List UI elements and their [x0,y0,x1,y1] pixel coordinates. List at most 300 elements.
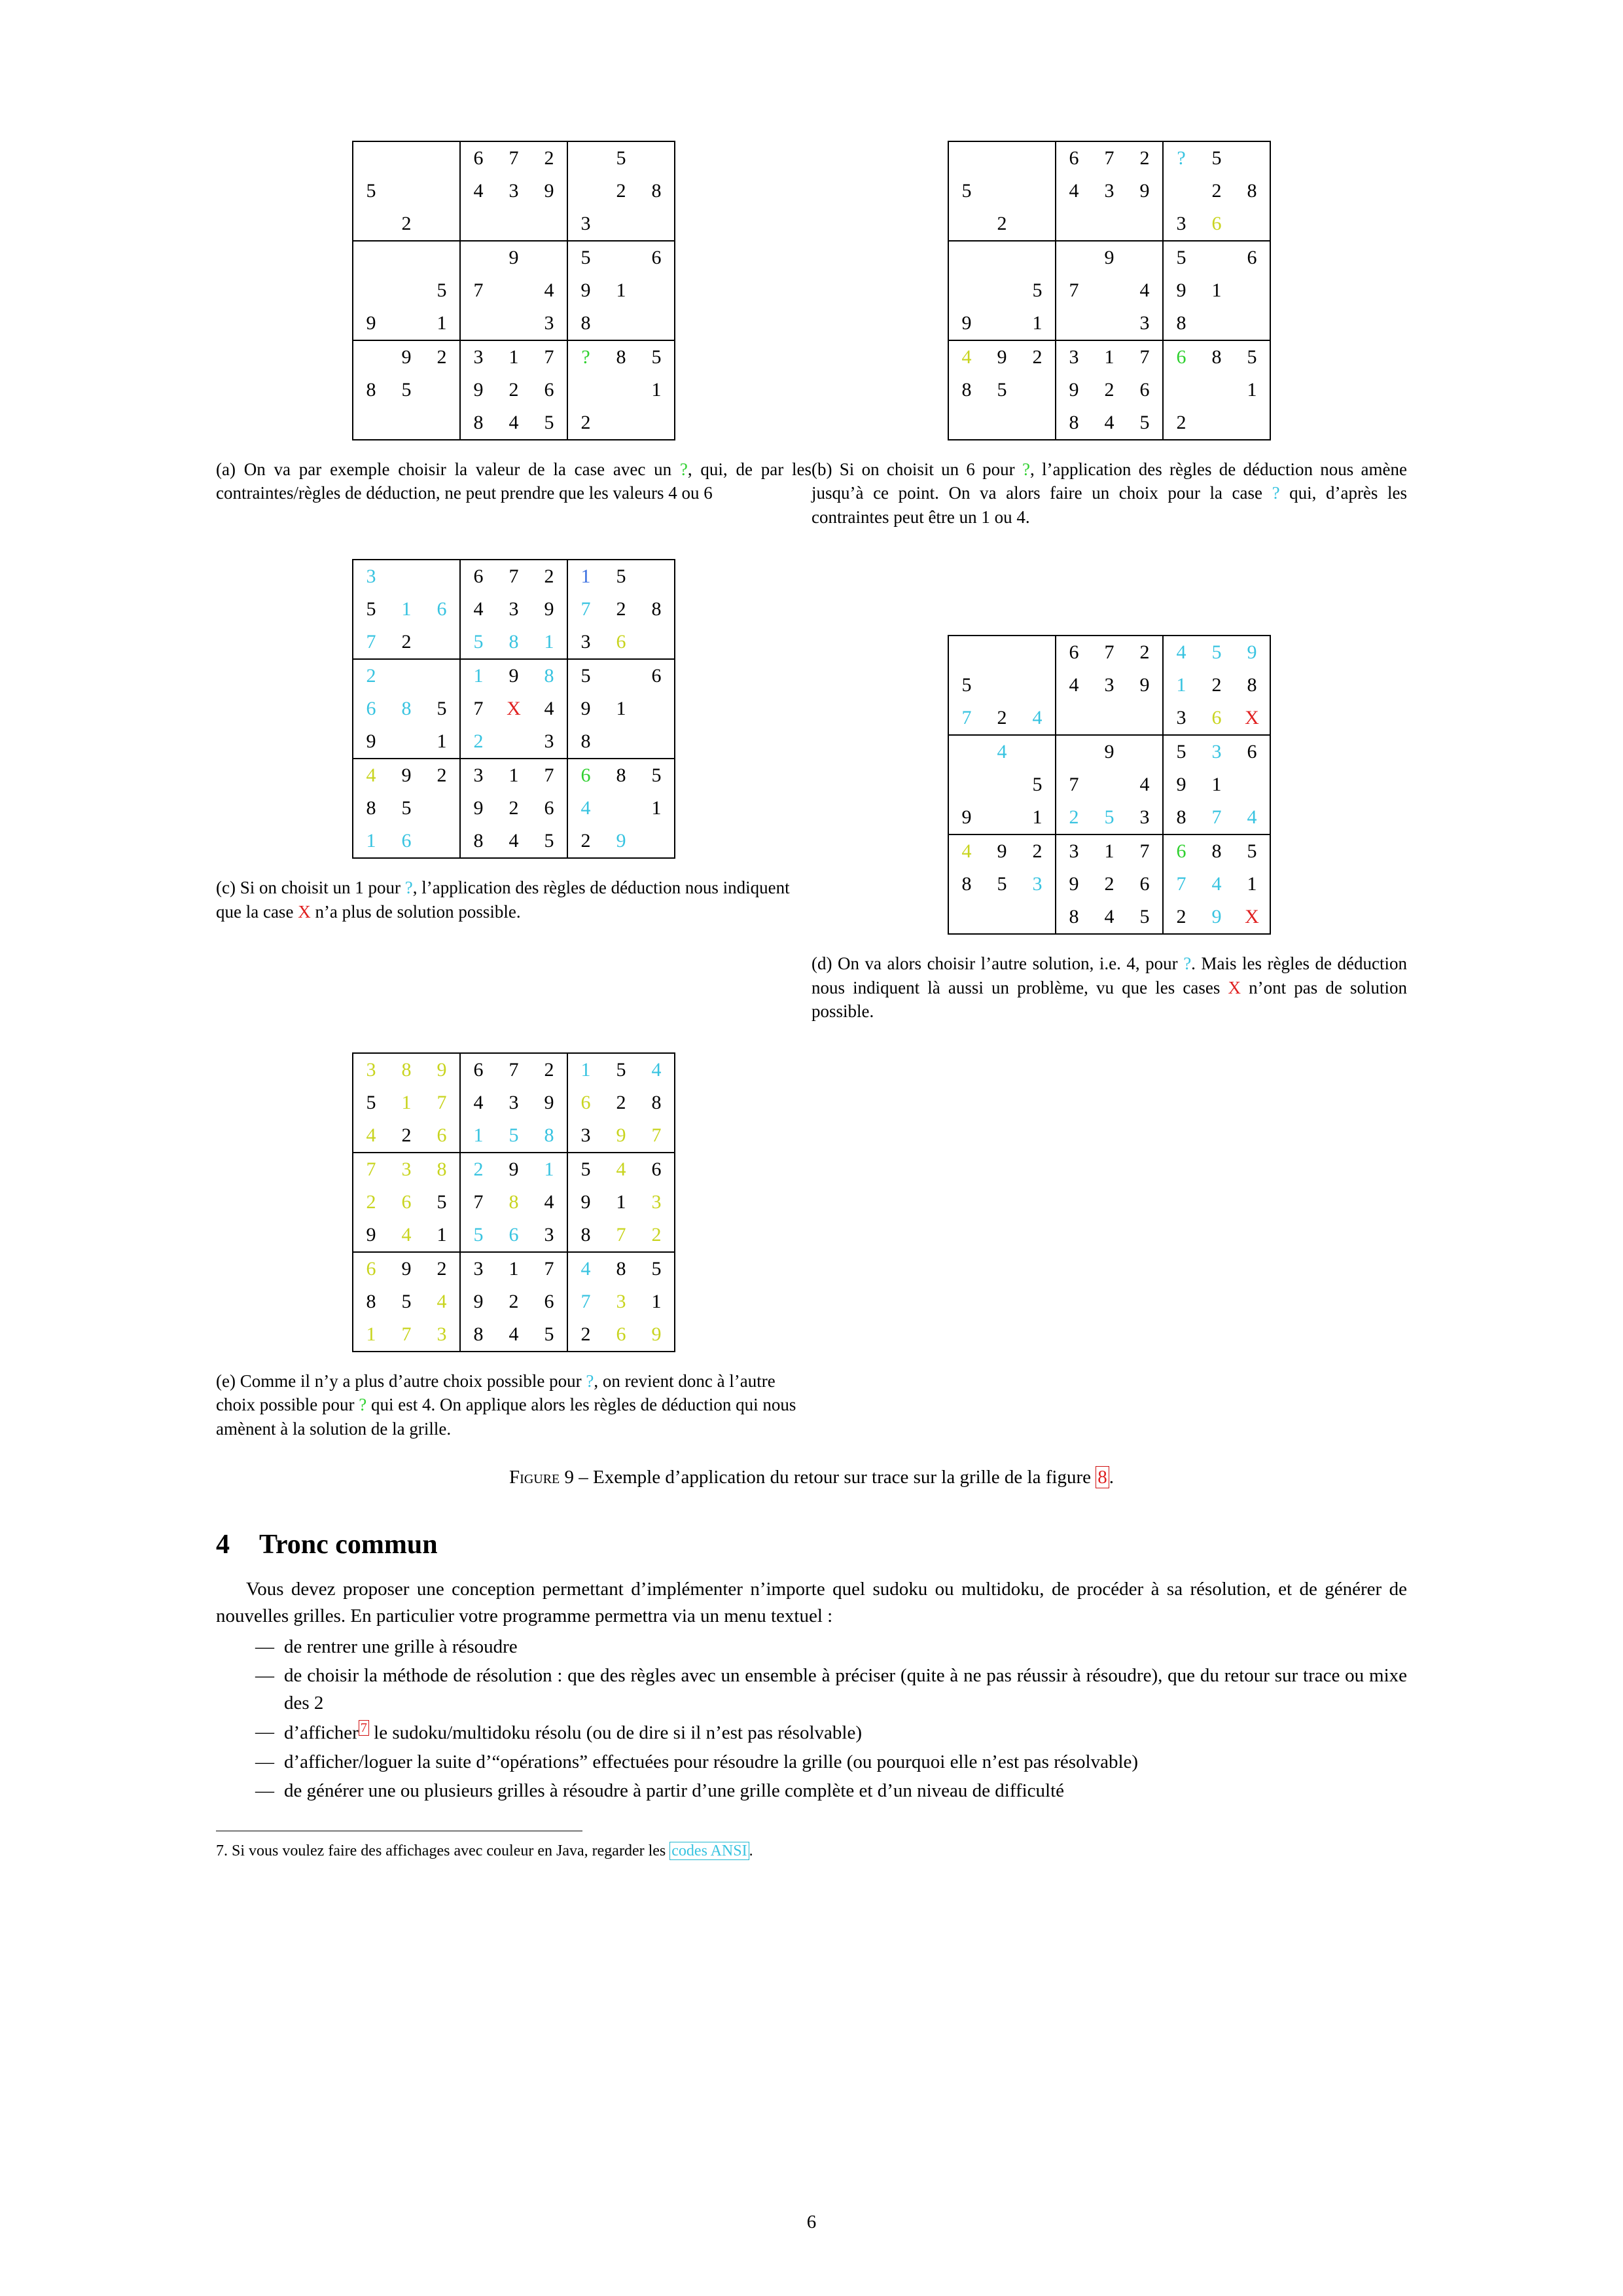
sudoku-cell: 5 [997,379,1007,401]
sudoku-cell: 9 [544,1091,554,1113]
sudoku-cell: 5 [544,830,554,852]
sudoku-cell: 5 [401,379,412,401]
sudoku-cell: 6 [544,797,554,819]
sudoku-cell: 9 [496,241,531,274]
sudoku-cell: 6 [1234,735,1270,768]
sudoku-cell [639,274,675,307]
sudoku-grid [948,141,1271,440]
sudoku-cell: 4 [567,1252,603,1285]
caption-fragment: (b) Si on choisit un 6 pour [812,459,1022,479]
sudoku-cell: 5 [616,1058,626,1081]
sudoku-cell [1056,702,1092,735]
sudoku-cell [1127,702,1163,735]
sudoku-cell: 9 [567,692,603,725]
sudoku-cell: 3 [460,340,496,374]
sudoku-cell: 9 [366,730,376,753]
sudoku-cell [496,725,531,759]
sudoku-cell: 9 [616,830,626,852]
sudoku-cell: 5 [366,1091,376,1113]
sudoku-cell: 2 [401,1124,412,1146]
sudoku-cell [603,307,639,340]
sudoku-cell: 3 [1163,207,1199,241]
sudoku-row [948,868,1270,901]
sudoku-cell: 4 [460,175,496,207]
figure-row-ab [216,141,1407,529]
sudoku-cell [1234,768,1270,801]
sudoku-cell: 9 [389,1252,424,1285]
sudoku-cell: 6 [616,631,626,653]
figure-caption-period: . [1109,1466,1114,1488]
sudoku-cell [389,274,424,307]
subfigure-a [216,141,812,505]
sudoku-cell: 3 [389,1153,424,1186]
sudoku-cell [639,725,675,759]
sudoku-cell [424,659,460,692]
sudoku-cell [1020,636,1056,669]
sudoku-cell: 1 [1211,774,1222,796]
sudoku-cell: 3 [460,759,496,792]
sudoku-cell: 4 [1211,873,1222,895]
sudoku-cell: 1 [1163,669,1199,702]
sudoku-cell: 9 [1211,906,1222,928]
figure-reference-link[interactable]: 8 [1096,1466,1109,1488]
sudoku-cell [567,141,603,175]
subfigure-d [812,559,1407,1023]
sudoku-cell [1092,702,1127,735]
sudoku-cell: 6 [567,1086,603,1119]
sudoku-cell: 1 [460,1119,496,1153]
caption-fragment: qui est 4. On applique alors les règles de déduction qui nous amènent à la solution de la grille. [216,1395,796,1439]
sudoku-cell [424,374,460,406]
sudoku-cell: 3 [567,626,603,659]
section-number: 4 [216,1529,230,1560]
caption-fragment: ? [359,1395,367,1415]
sudoku-cell: 2 [424,1252,460,1285]
sudoku-cell [1127,207,1163,241]
sudoku-cell [1020,735,1056,768]
sudoku-cell: 8 [961,873,972,895]
sudoku-cell [1163,374,1199,406]
sudoku-row [948,406,1270,440]
footnote-number: 7. [216,1842,228,1859]
sudoku-cell: 3 [437,1323,447,1345]
sudoku-row [948,241,1270,274]
sudoku-cell [1020,141,1056,175]
sudoku-cell [639,560,675,593]
list-dash: — [255,1751,274,1772]
sudoku-cell: 3 [508,598,519,620]
sudoku-cell [948,141,984,175]
sudoku-cell: 2 [460,1153,496,1186]
sudoku-cell: 8 [508,631,519,653]
list-dash: — [255,1721,274,1742]
sudoku-cell [353,406,389,440]
sudoku-cell: 3 [616,1290,626,1312]
sudoku-cell: 7 [1127,340,1163,374]
sudoku-cell: 1 [567,560,603,593]
sudoku-row [353,1086,675,1119]
subfigure-e [216,1052,812,1441]
sudoku-cell [948,207,984,241]
sudoku-row [353,792,675,825]
sudoku-cell: 6 [1056,636,1092,669]
sudoku-cell: 2 [1020,340,1056,374]
sudoku-cell: 1 [567,1053,603,1086]
sudoku-cell [984,175,1020,207]
sudoku-cell: 8 [1247,674,1257,696]
sudoku-cell: 2 [1104,379,1115,401]
sudoku-cell: 5 [1211,641,1222,664]
sudoku-cell: 6 [460,1053,496,1086]
sudoku-cell: 4 [353,759,389,792]
sudoku-grid-e [216,1052,812,1352]
sudoku-cell: 9 [616,1124,626,1146]
sudoku-cell: 9 [544,598,554,620]
sudoku-cell: 7 [531,1252,567,1285]
sudoku-cell [948,406,984,440]
sudoku-cell: 9 [567,1186,603,1219]
figure-row-cd [216,559,1407,1023]
sudoku-cell: 3 [1104,180,1115,202]
list-item-text: de générer une ou plusieurs grilles à résoudre à partir d’une grille complète et d’un niveau de difficulté [284,1780,1065,1801]
sudoku-row [948,834,1270,868]
sudoku-cell: 2 [1056,801,1092,834]
sudoku-cell: 3 [1199,735,1234,768]
sudoku-cell [460,307,496,340]
sudoku-cell: 9 [389,759,424,792]
sudoku-cell: 7 [531,759,567,792]
subfigure-a-caption [216,457,812,505]
sudoku-cell: 1 [1032,806,1043,829]
sudoku-grid [352,141,675,440]
sudoku-cell: 4 [544,279,554,301]
sudoku-cell: 8 [651,1091,662,1113]
sudoku-cell: 7 [567,1285,603,1318]
sudoku-row [353,1285,675,1318]
sudoku-cell: 2 [508,379,519,401]
sudoku-cell: 1 [1247,873,1257,895]
sudoku-cell: 4 [1032,707,1043,729]
sudoku-cell: 5 [544,412,554,433]
subfigure-e-caption [216,1369,812,1441]
caption-fragment: X [1228,977,1241,997]
sudoku-row [353,141,675,175]
sudoku-cell: 3 [1139,312,1150,334]
sudoku-cell: 8 [1199,834,1234,868]
sudoku-cell: 8 [401,1058,412,1081]
sudoku-cell [460,241,496,274]
sudoku-cell: 5 [1211,147,1222,169]
sudoku-cell: 4 [1139,279,1150,301]
sudoku-cell: 8 [508,1191,519,1213]
sudoku-row [948,901,1270,934]
sudoku-cell: 6 [1234,241,1270,274]
sudoku-cell [1020,669,1056,702]
sudoku-cell: 5 [437,698,447,720]
sudoku-cell: 8 [567,307,603,340]
sudoku-cell: 3 [366,1058,376,1081]
sudoku-cell: 4 [366,1124,376,1146]
footnote-text-pre: Si vous voulez faire des affichages avec couleur en Java, regarder les [228,1842,670,1859]
sudoku-cell [1234,141,1270,175]
sudoku-cell: 9 [460,792,496,825]
sudoku-cell: 3 [544,1223,554,1246]
sudoku-cell [1020,406,1056,440]
caption-fragment: (c) Si on choisit un 1 pour [216,878,405,898]
sudoku-cell [603,659,639,692]
sudoku-cell [1234,207,1270,241]
sudoku-cell: 8 [603,1252,639,1285]
sudoku-row [948,702,1270,735]
sudoku-cell: 7 [567,593,603,626]
sudoku-cell: 4 [508,830,519,852]
sudoku-cell [389,560,424,593]
sudoku-row [353,241,675,274]
sudoku-cell: 1 [1032,312,1043,334]
sudoku-cell: 6 [544,1290,554,1312]
caption-fragment: ? [1272,483,1280,503]
sudoku-cell [1199,307,1234,340]
sudoku-cell: 4 [437,1290,447,1312]
sudoku-row [353,1053,675,1086]
sudoku-cell: 8 [567,1219,603,1252]
sudoku-cell: 1 [437,1223,447,1246]
sudoku-cell [389,241,424,274]
sudoku-cell: 6 [544,379,554,401]
sudoku-cell [353,141,389,175]
caption-fragment: ? [1183,954,1192,974]
sudoku-cell: 5 [567,1153,603,1186]
sudoku-cell: 5 [639,759,675,792]
sudoku-cell: 9 [1139,180,1150,202]
sudoku-cell: 5 [366,180,376,202]
sudoku-cell [353,274,389,307]
sudoku-cell: 9 [1056,374,1092,406]
sudoku-cell [639,207,675,241]
sudoku-cell: 3 [651,1191,662,1213]
sudoku-cell: 2 [1163,406,1199,440]
caption-fragment: , on revient donc à l’autre choix possible pour [216,1371,776,1415]
caption-fragment: ? [1022,459,1030,479]
sudoku-cell: 1 [616,698,626,720]
sudoku-cell: 7 [1211,806,1222,829]
caption-fragment: n’ont pas de solution possible. [812,977,1407,1022]
sudoku-cell: 4 [401,1223,412,1246]
sudoku-cell: 9 [460,374,496,406]
sudoku-cell [984,406,1020,440]
sudoku-cell: 4 [1104,412,1115,433]
sudoku-cell [567,374,603,406]
sudoku-grid [352,559,675,859]
sudoku-cell [603,374,639,406]
sudoku-row [353,1252,675,1285]
sudoku-cell [984,901,1020,934]
sudoku-cell: 4 [460,593,496,626]
list-item [255,1749,1407,1776]
sudoku-cell: 9 [984,340,1020,374]
sudoku-cell [460,207,496,241]
sudoku-cell [948,901,984,934]
sudoku-row [353,1318,675,1352]
sudoku-cell: 9 [1163,274,1199,307]
sudoku-cell [1092,274,1127,307]
sudoku-cell: 7 [1056,768,1092,801]
sudoku-cell: 8 [1056,901,1092,934]
sudoku-cell: 5 [567,659,603,692]
list-dash: — [255,1665,274,1687]
sudoku-cell: X [1245,906,1259,928]
sudoku-cell: 7 [508,147,519,169]
sudoku-cell: 4 [1247,806,1257,829]
section-paragraph: Vous devez proposer une conception permettant d’implémenter n’importe quel sudoku ou multidoku, de procéder à sa résolution, et de générer de nouvelles grilles. En particulier votre programme permettra via un menu textuel : [216,1578,1407,1627]
sudoku-cell [424,207,460,241]
sudoku-cell [639,307,675,340]
sudoku-cell: 5 [616,147,626,169]
sudoku-cell: 6 [437,1124,447,1146]
sudoku-cell: 5 [961,674,972,696]
sudoku-row [948,768,1270,801]
sudoku-row [948,307,1270,340]
sudoku-cell: 9 [961,312,972,334]
list-item-text: de rentrer une grille à résoudre [284,1636,518,1658]
sudoku-cell: 6 [366,698,376,720]
sudoku-cell [389,175,424,207]
sudoku-cell: 5 [1234,834,1270,868]
sudoku-cell: 9 [460,1285,496,1318]
subfigure-d-caption [812,952,1407,1023]
sudoku-row [353,1186,675,1219]
sudoku-cell: 4 [948,340,984,374]
sudoku-cell: 7 [616,1223,626,1246]
list-item-text: de choisir la méthode de résolution : que des règles avec un ensemble à préciser (quite à ne pas réussir à résoudre), que du retour sur trace ou mixe des 2 [284,1665,1407,1713]
sudoku-cell [424,141,460,175]
sudoku-cell: 3 [544,312,554,334]
sudoku-cell: 6 [437,598,447,620]
sudoku-cell: 1 [1211,279,1222,301]
sudoku-cell [496,207,531,241]
sudoku-cell: 1 [1092,340,1127,374]
sudoku-cell: 3 [1056,340,1092,374]
sudoku-cell: 2 [544,1058,554,1081]
footnote-link[interactable]: codes ANSI [669,1842,749,1860]
section-title: Tronc commun [259,1529,438,1560]
sudoku-cell: 5 [460,1219,496,1252]
list-item [255,1719,1407,1747]
sudoku-cell: 3 [567,207,603,241]
sudoku-cell [984,274,1020,307]
sudoku-cell [603,207,639,241]
footnote-marker-link[interactable]: 7 [359,1720,369,1736]
sudoku-cell: 6 [353,1252,389,1285]
sudoku-cell [603,792,639,825]
sudoku-cell: 6 [1211,707,1222,729]
sudoku-cell: 2 [651,1223,662,1246]
sudoku-cell: 1 [544,631,554,653]
sudoku-cell: 2 [1139,147,1150,169]
sudoku-cell: 7 [460,1186,496,1219]
sudoku-row [353,725,675,759]
sudoku-cell: 2 [997,213,1007,234]
figure-row-e [216,1052,1407,1441]
sudoku-cell: 7 [651,1124,662,1146]
sudoku-cell: 2 [508,797,519,819]
sudoku-row [353,659,675,692]
sudoku-cell [389,406,424,440]
subfigure-b-caption [812,457,1407,529]
sudoku-cell: 7 [531,340,567,374]
sudoku-cell: 1 [1247,379,1257,401]
sudoku-cell: 6 [1139,379,1150,401]
sudoku-cell: 8 [1163,307,1199,340]
sudoku-cell: 9 [1247,641,1257,664]
sudoku-cell [531,241,567,274]
sudoku-cell: 1 [651,1290,662,1312]
sudoku-cell [984,636,1020,669]
sudoku-cell: 6 [1163,834,1199,868]
sudoku-cell: 2 [616,180,626,202]
sudoku-cell: 5 [567,241,603,274]
sudoku-cell: 2 [424,759,460,792]
sudoku-cell: 5 [544,1323,554,1345]
sudoku-cell: 1 [366,1323,376,1345]
sudoku-cell: 2 [401,631,412,653]
sudoku-cell [496,307,531,340]
sudoku-cell: 8 [460,406,496,440]
sudoku-cell: 7 [1127,834,1163,868]
sudoku-cell: 3 [567,1119,603,1153]
sudoku-cell: 4 [508,1323,519,1345]
caption-fragment: qui, d’après les contraintes peut être un 1 ou 4. [812,483,1408,527]
sudoku-cell: 8 [366,379,376,401]
sudoku-row [948,274,1270,307]
sudoku-cell [424,175,460,207]
sudoku-cell: 4 [460,1086,496,1119]
sudoku-cell: 5 [1032,279,1043,301]
sudoku-grid-a [216,141,812,440]
sudoku-cell [1234,307,1270,340]
sudoku-cell [424,792,460,825]
sudoku-grid [948,635,1271,935]
sudoku-grid [352,1052,675,1352]
sudoku-cell: 9 [496,659,531,692]
sudoku-cell [948,636,984,669]
sudoku-cell: 9 [1139,674,1150,696]
sudoku-cell: 7 [1163,868,1199,901]
sudoku-cell [948,241,984,274]
sudoku-cell [603,241,639,274]
sudoku-row [353,307,675,340]
sudoku-cell: 6 [460,141,496,175]
sudoku-cell: 9 [651,1323,662,1345]
sudoku-cell: 1 [437,730,447,753]
sudoku-cell: 6 [1139,873,1150,895]
sudoku-cell: 8 [401,698,412,720]
sudoku-cell [1056,207,1092,241]
sudoku-cell: 1 [496,340,531,374]
sudoku-cell: 1 [496,1252,531,1285]
sudoku-cell [603,725,639,759]
sudoku-cell: 5 [639,1252,675,1285]
sudoku-cell: 6 [616,1323,626,1345]
sudoku-cell: 5 [961,180,972,202]
sudoku-cell [1092,207,1127,241]
sudoku-cell [567,175,603,207]
sudoku-cell: 4 [1104,906,1115,928]
sudoku-cell [1092,768,1127,801]
sudoku-cell: 8 [366,797,376,819]
list-item [255,1778,1407,1804]
sudoku-cell: 4 [567,792,603,825]
